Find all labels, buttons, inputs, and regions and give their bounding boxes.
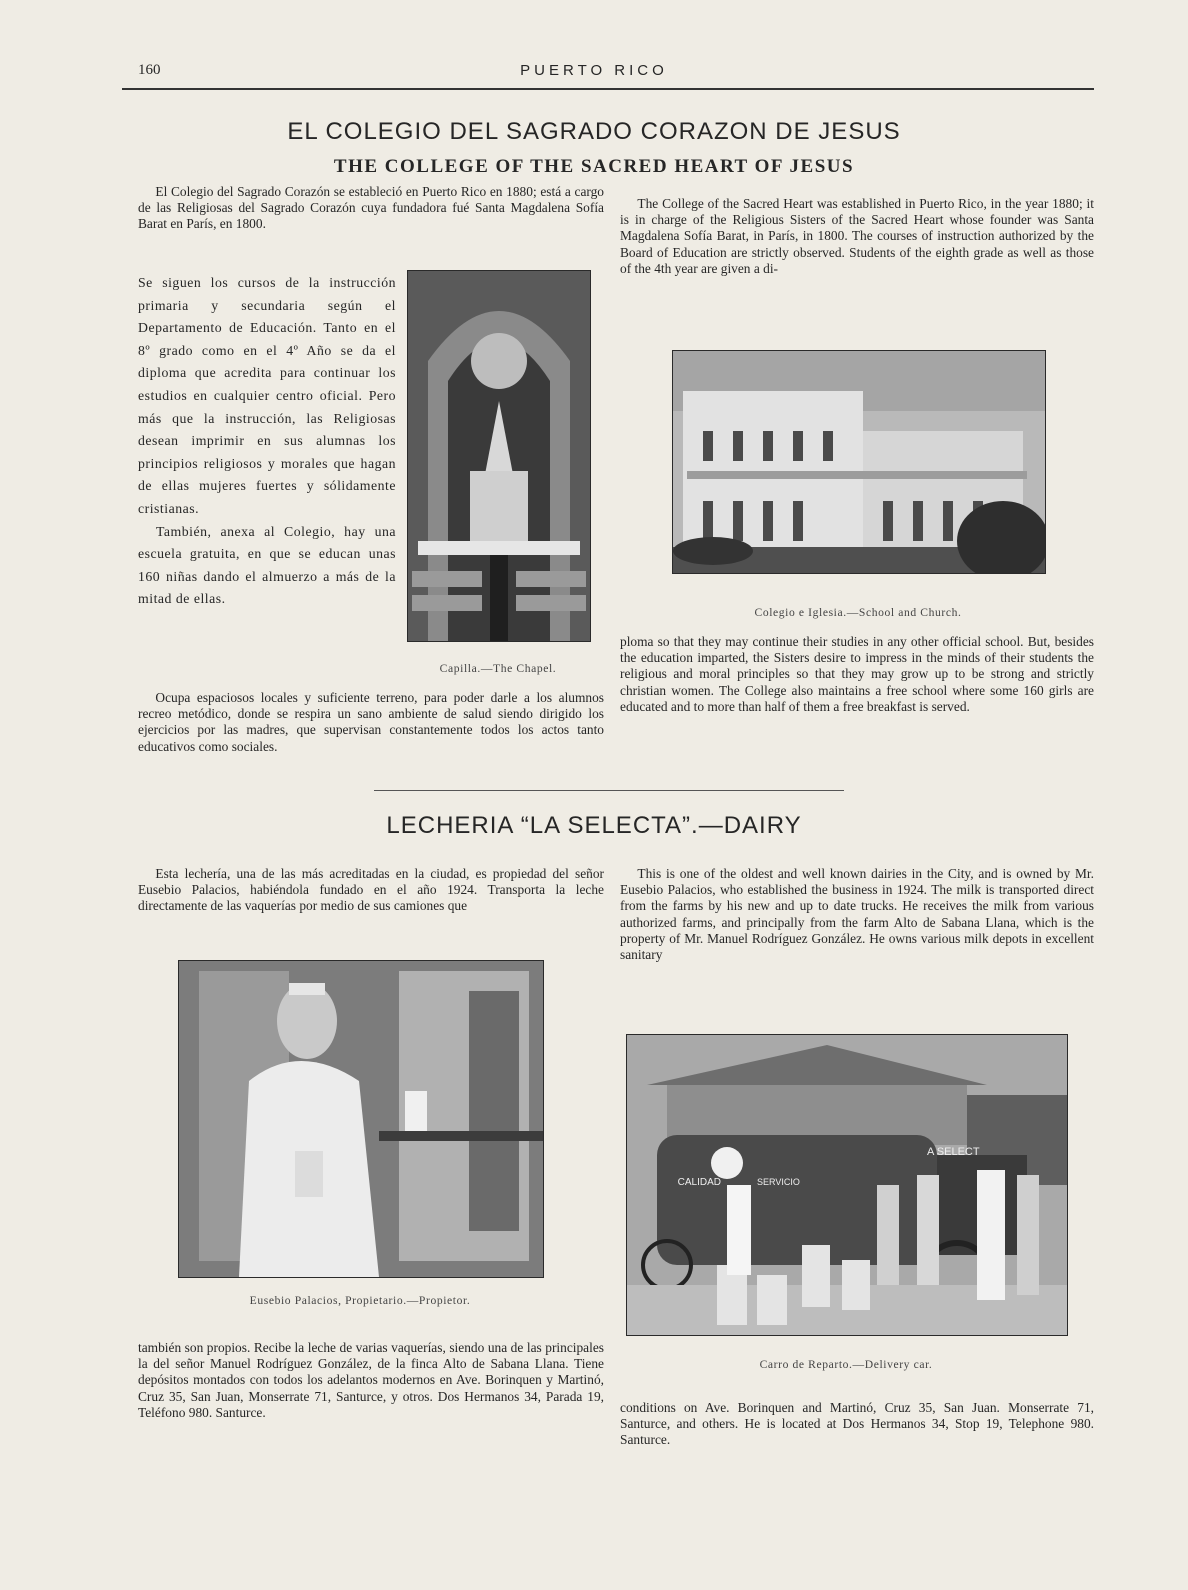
dairy-english-paragraph-2: conditions on Ave. Borinquen and Martinó, Cruz 35, San Juan. Monserrate 71, Santurce, and others. He is located at Dos Hermanos 34, Stop 19, Telephone 980. Santurce. — [620, 1400, 1094, 1448]
chapel-caption: Capilla.—The Chapel. — [439, 662, 557, 675]
owner-photo — [178, 960, 544, 1278]
truck-sign-left: CALIDAD — [677, 1177, 721, 1188]
college-spanish-narrow — [138, 272, 396, 611]
chapel-photo — [407, 270, 591, 642]
college-spanish-intro: El Colegio del Sagrado Corazón se estableció en Puerto Rico en 1880; está a cargo de las Religiosas del Sagrado Corazón cuya fundadora fué Santa Magdalena Sofía Barat en París, en 1800. — [138, 184, 604, 232]
college-spanish-paragraph-1: Se siguen los cursos de la instrucción primaria y secundaria según el Departamento de Educación. Tanto en el 8º grado como en el 4º Año se da el diploma que acredita para continuar los estudios en cualquier centro oficial. Pero más que la instrucción, las Religiosas desean imprimir en sus alumnas los principios religiosos y morales que hagan de ellas mujeres fuertes y sólidamente cristianas. — [138, 275, 396, 516]
running-title: PUERTO RICO — [520, 62, 668, 79]
dairy-title: LECHERIA “LA SELECTA”.—DAIRY — [386, 812, 802, 839]
dairy-spanish-paragraph-1: Esta lechería, una de las más acreditadas en la ciudad, es propiedad del señor Eusebio Palacios, habiéndola fundado en el año 1924. Transporta la leche directamente de las vaquerías por medio de sus camiones que — [138, 866, 604, 914]
dairy-spanish-paragraph-2: también son propios. Recibe la leche de varias vaquerías, siendo una de las principales la del señor Manuel Rodríguez González, de la finca Alto de Sabana Llana. Tiene depósitos montados con todos los adelantos modernos en Ave. Borinquen y Martinó, Cruz 35, San Juan, Monserrate 71, Santurce, y otros. Dos Hermanos 34, Parada 19, Teléfono 980. Santurce. — [138, 1340, 604, 1420]
delivery-car-photo — [626, 1034, 1068, 1336]
college-spanish-closing: Ocupa espaciosos locales y suficiente terreno, para poder darle a los alumnos recreo metódico, donde se respira un sano ambiente de salud siendo dirigido los ejercicios por las madres, que supervisan constantemente todos los actos tanto educativos como sociales. — [138, 690, 604, 754]
college-english-paragraph-1: The College of the Sacred Heart was established in Puerto Rico, in the year 1880; it is in charge of the Religious Sisters of the Sacred Heart whose founder was Santa Magdalena Sofía Barat, in París, in 1800. The courses of instruction authorized by the Board of Education are strictly observed. Students of the eighth grade as well as those of the 4th year are given a di- — [620, 196, 1094, 276]
section-divider — [374, 790, 844, 791]
header-rule — [122, 88, 1094, 90]
truck-sign-right: SERVICIO — [757, 1177, 800, 1187]
dairy-english-paragraph-1: This is one of the oldest and well known dairies in the City, and is owned by Mr. Eusebio Palacios, who established the business in 1924. The milk is transported direct from the farms by his new and up to date trucks. He receives the milk from various authorized farms, and principally from the farm Alto de Sabana Llana, which is the property of Mr. Manuel Rodríguez González. He owns various milk depots in excellent sanitary — [620, 866, 1094, 963]
delivery-car-caption: Carro de Reparto.—Delivery car. — [759, 1358, 933, 1371]
article-title-english: THE COLLEGE OF THE SACRED HEART OF JESUS — [333, 156, 855, 177]
owner-caption: Eusebio Palacios, Propietario.—Propietor. — [249, 1294, 471, 1307]
college-english-paragraph-2: ploma so that they may continue their studies in any other official school. But, besides the education imparted, the Sisters desire to impress in the minds of their students the religious and moral principles so that they may grow up to be strong and strictly christian women. The College also maintains a free school where some 160 girls are educated and to more than half of them a free breakfast is served. — [620, 634, 1094, 714]
school-church-photo — [672, 350, 1046, 574]
article-title-spanish: EL COLEGIO DEL SAGRADO CORAZON DE JESUS — [287, 118, 901, 145]
college-spanish-paragraph-2: También, anexa al Colegio, hay una escuela gratuita, en que se educan unas 160 niñas dando el almuerzo a más de la mitad de ellas. — [138, 523, 396, 607]
school-church-caption: Colegio e Iglesia.—School and Church. — [754, 606, 962, 619]
truck-sign-top: A SELECT — [927, 1146, 980, 1158]
page-number: 160 — [138, 62, 161, 78]
